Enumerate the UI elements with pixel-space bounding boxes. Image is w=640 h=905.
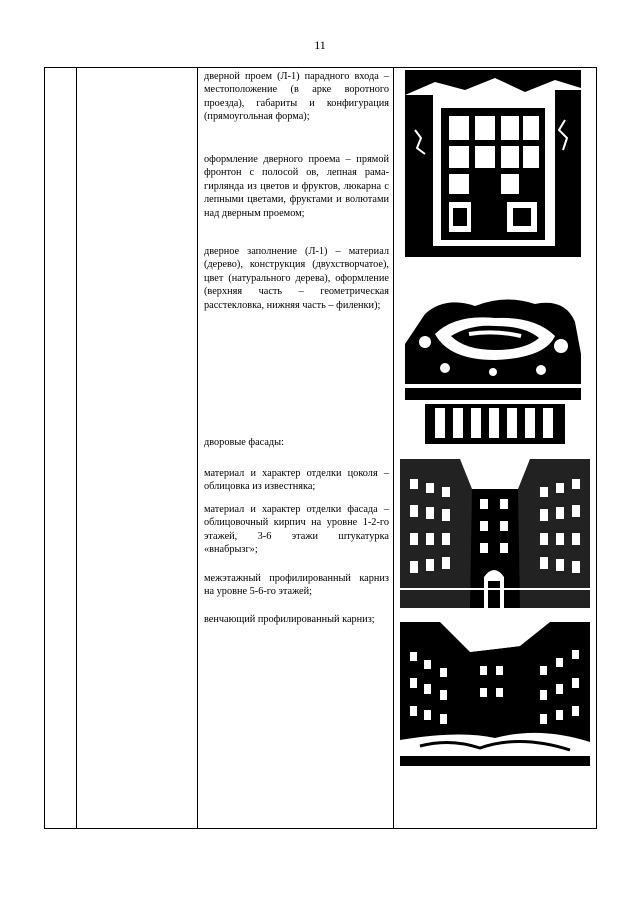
lucarne-photo-icon bbox=[405, 294, 581, 444]
table-border-bottom bbox=[44, 828, 597, 829]
table-border-left bbox=[44, 67, 45, 828]
text-item-door-filling: дверное заполнение (Л-1) – материал (дерево), конструкция (двухстворчатое), цвет (натурального дерева), оформление (верхняя часть – геометрическая расстекловка, нижняя часть – филенки); bbox=[204, 246, 389, 311]
doorway-photo-icon bbox=[405, 70, 581, 257]
table-border-right bbox=[596, 67, 597, 828]
table-border-col1 bbox=[76, 67, 77, 828]
text-item-door-decoration: оформление дверного проема – прямой фронтон с полосой ов, лепная рама-гирлянда из цветов и фруктов, люкарна с лепными цветами, фруктами и волютами над дверным проемом; bbox=[204, 154, 389, 219]
table-border-top bbox=[44, 67, 597, 68]
courtyard-upward-photo-icon bbox=[400, 622, 590, 766]
courtyard-facade-photo-icon bbox=[400, 459, 590, 608]
page-number: 11 bbox=[314, 38, 326, 52]
text-item-plinth: материал и характер отделки цоколя – облицовка из известняка; bbox=[204, 468, 389, 493]
text-item-facade-finish: материал и характер отделки фасада – облицовочный кирпич на уровне 1-2-го этажей, 3-6 этажи штукатурка «внабрызг»; bbox=[204, 504, 389, 556]
text-item-door-opening: дверной проем (Л-1) парадного входа – местоположение (в арке воротного проезда), габариты и конфигурация (прямоугольная форма); bbox=[204, 71, 389, 123]
text-item-interfloor-cornice: межэтажный профилированный карниз на уровне 5-6-го этажей; bbox=[204, 573, 389, 598]
text-item-crowning-cornice: венчающий профилированный карниз; bbox=[204, 614, 375, 625]
table-border-col2 bbox=[197, 67, 198, 828]
text-item-courtyard-facades: дворовые фасады: bbox=[204, 437, 284, 448]
table-border-col3 bbox=[393, 67, 394, 828]
